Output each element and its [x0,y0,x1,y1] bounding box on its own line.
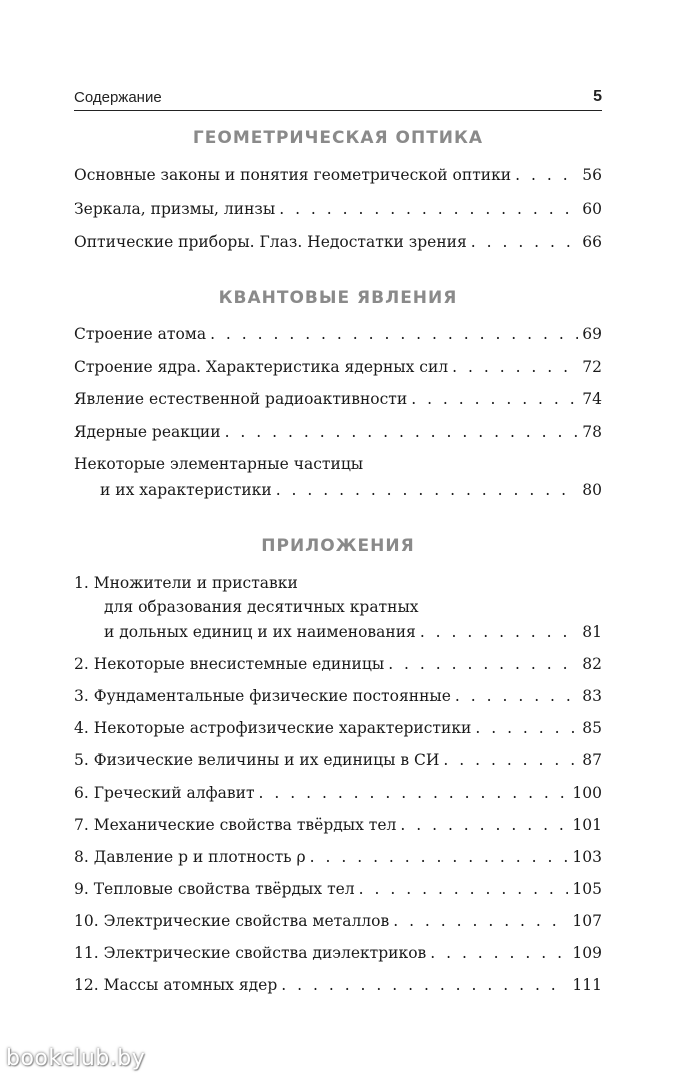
toc-entry[interactable] [74,655,602,679]
toc-entry-page: 82 [582,655,602,673]
toc-entry[interactable] [74,481,602,505]
toc-entry[interactable] [74,880,602,904]
toc-entry-page: 80 [582,481,602,499]
toc-entry-label: 7. Механические свойства твёрдых тел [74,816,397,834]
section-title-appendices: ПРИЛОЖЕНИЯ [261,536,415,556]
dot-leader [310,848,569,866]
toc-entry-label: 4. Некоторые астрофизические характеристики [74,719,472,737]
toc-entry[interactable] [74,816,602,840]
dot-leader [279,200,578,218]
toc-entry-label: Зеркала, призмы, линзы [74,200,276,218]
toc-entry[interactable] [74,233,602,257]
section-title-geometric-optics: ГЕОМЕТРИЧЕСКАЯ ОПТИКА [192,128,484,148]
toc-entry-page: 100 [572,784,602,802]
dot-leader [475,719,578,737]
dot-leader [455,687,578,705]
toc-entry-label: 3. Фундаментальные физические постоянные [74,687,451,705]
watermark: bookclub.by [6,1046,146,1071]
toc-entry[interactable] [74,687,602,711]
toc-entry-label: 10. Электрические свойства металлов [74,912,390,930]
toc-entry-label-line1: Некоторые элементарные частицы [74,455,364,473]
dot-leader [393,912,568,930]
toc-entry-label: Строение атома [74,325,207,343]
toc-entry-page: 105 [572,880,602,898]
toc-entry[interactable] [74,623,602,647]
toc-entry-label: 6. Греческий алфавит [74,784,255,802]
toc-entry-label: 9. Тепловые свойства твёрдых тел [74,880,355,898]
running-head-title: Содержание [74,89,162,106]
toc-entry-label: 5. Физические величины и их единицы в СИ [74,751,440,769]
dot-leader [210,325,578,343]
toc-entry[interactable] [74,200,602,224]
dot-leader [359,880,569,898]
dot-leader [400,816,568,834]
dot-leader [411,390,578,408]
toc-entry-page: 109 [572,944,602,962]
toc-entry-page: 111 [572,976,602,994]
toc-entry-page: 66 [582,233,602,251]
toc-entry[interactable] [74,912,602,936]
toc-entry[interactable] [74,784,602,808]
toc-entry[interactable] [74,166,602,190]
section-title-quantum-phenomena: КВАНТОВЫЕ ЯВЛЕНИЯ [218,288,458,308]
toc-entry[interactable] [74,325,602,349]
toc-entry[interactable] [74,944,602,968]
toc-entry-label: 2. Некоторые внесистемные единицы [74,655,385,673]
toc-entry-page: 103 [572,848,602,866]
toc-entry-label: 8. Давление p и плотность ρ [74,848,306,866]
toc-entry-page: 78 [582,423,602,441]
page-number: 5 [593,88,602,105]
dot-leader [225,423,579,441]
toc-entry-label: Ядерные реакции [74,423,221,441]
toc-entry[interactable] [74,719,602,743]
toc-entry[interactable] [74,848,602,872]
toc-entry-page: 107 [572,912,602,930]
toc-entry-page: 83 [582,687,602,705]
toc-entry-page: 85 [582,719,602,737]
toc-entry-page: 69 [582,325,602,343]
toc-entry[interactable] [74,751,602,775]
toc-entry-label-line1: 1. Множители и приставки [74,574,298,592]
dot-leader [452,358,578,376]
toc-entry-page: 56 [582,166,602,184]
toc-entry-page: 101 [572,816,602,834]
toc-entry-page: 87 [582,751,602,769]
page-header [74,80,602,111]
toc-entry-label: и дольных единиц и их наименования [104,623,416,641]
dot-leader [420,623,578,641]
toc-entry-page: 74 [582,390,602,408]
toc-entry-page: 81 [582,623,602,641]
toc-entry-page: 60 [582,200,602,218]
toc-entry-label: Оптические приборы. Глаз. Недостатки зрения [74,233,467,251]
toc-entry-label: 12. Массы атомных ядер [74,976,278,994]
toc-entry[interactable] [74,423,602,447]
toc-entry-page: 72 [582,358,602,376]
toc-entry-label: и их характеристики [100,481,272,499]
dot-leader [259,784,569,802]
toc-entry-label: Основные законы и понятия геометрической оптики [74,166,512,184]
dot-leader [276,481,579,499]
toc-entry-label: 11. Электрические свойства диэлектриков [74,944,427,962]
toc-entry-label: Строение ядра. Характеристика ядерных сил [74,358,449,376]
toc-entry-label-line2: для образования десятичных кратных [104,598,419,616]
toc-entry[interactable] [74,358,602,382]
dot-leader [471,233,579,251]
dot-leader [388,655,578,673]
dot-leader [515,166,578,184]
toc-entry[interactable] [74,976,602,1000]
dot-leader [443,751,578,769]
toc-entry[interactable] [74,390,602,414]
dot-leader [430,944,568,962]
toc-entry-label: Явление естественной радиоактивности [74,390,408,408]
dot-leader [281,976,568,994]
